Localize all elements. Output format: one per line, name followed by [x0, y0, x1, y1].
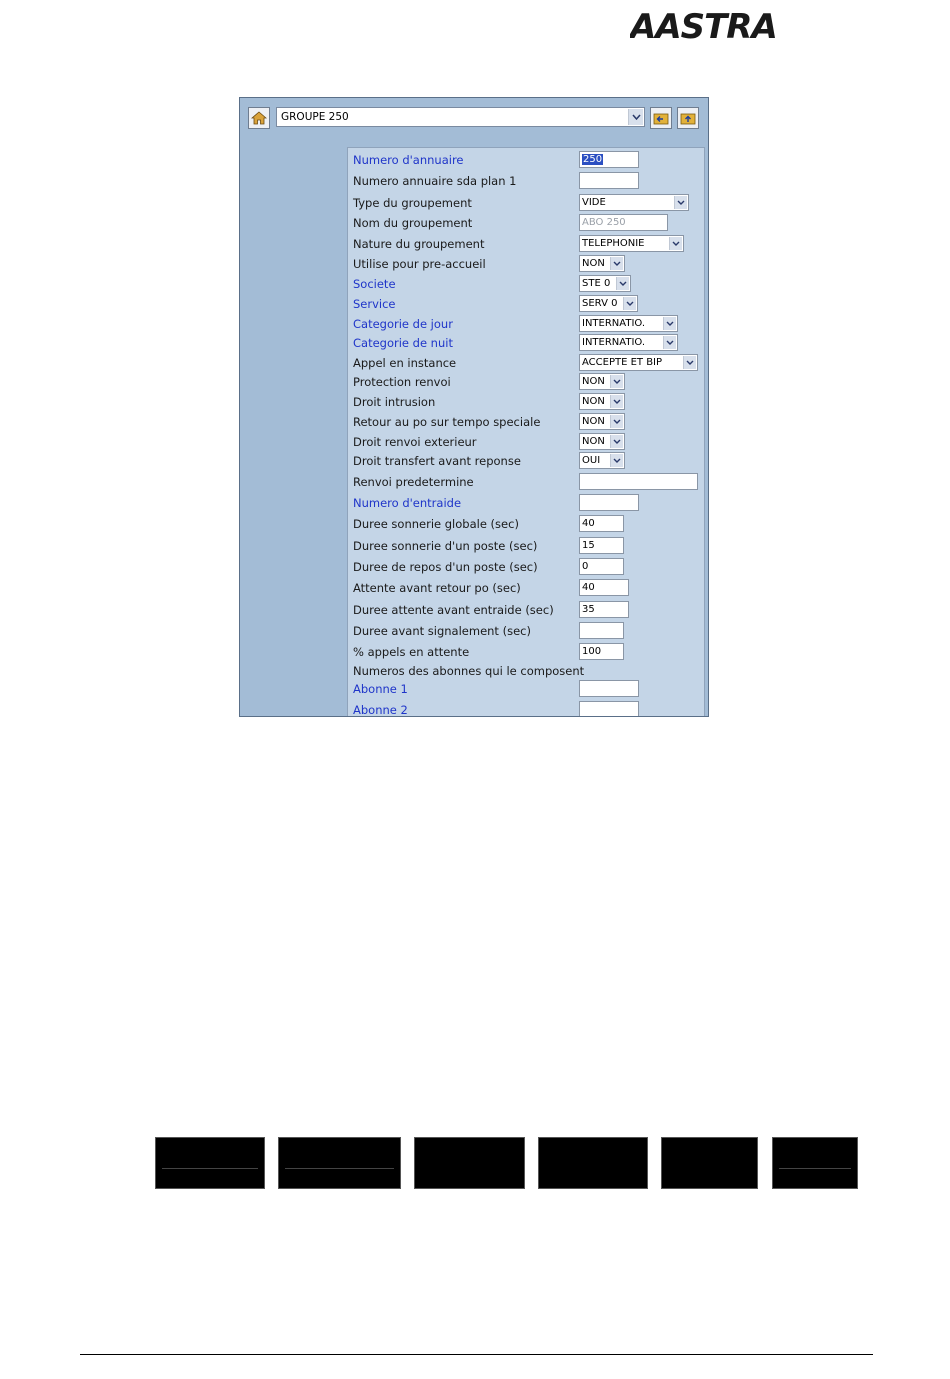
text-input[interactable] — [579, 172, 639, 189]
text-input[interactable] — [579, 151, 639, 168]
input-value: 0 — [582, 561, 589, 572]
select-value: NON — [582, 396, 605, 407]
field-label-link[interactable]: Service — [353, 297, 396, 311]
chevron-down-icon — [610, 395, 623, 408]
aastra-logo — [630, 8, 815, 46]
up-folder-icon — [680, 111, 696, 125]
field-label: Appel en instance — [353, 356, 457, 370]
field-label-link[interactable]: Categorie de nuit — [353, 336, 453, 350]
field-label-link[interactable]: Abonne 2 — [353, 703, 408, 717]
select-dropdown[interactable] — [579, 275, 631, 292]
field-label: Numeros des abonnes qui le composent — [353, 664, 585, 678]
select-value: NON — [582, 416, 605, 427]
bottom-block-4 — [538, 1137, 648, 1189]
chevron-down-icon — [616, 277, 629, 290]
chevron-down-icon — [610, 415, 623, 428]
select-dropdown[interactable] — [579, 255, 625, 272]
input-value: 100 — [582, 646, 602, 657]
select-dropdown[interactable] — [579, 295, 638, 312]
input-value: ABO 250 — [582, 217, 626, 228]
form-row — [348, 621, 706, 641]
chevron-down-icon — [663, 336, 676, 349]
form-row — [348, 150, 706, 170]
field-label: Duree avant signalement (sec) — [353, 624, 531, 638]
select-dropdown[interactable] — [579, 194, 689, 211]
chevron-down-icon — [674, 196, 687, 209]
form-row — [348, 493, 706, 513]
select-dropdown[interactable] — [579, 413, 625, 430]
form-row — [348, 514, 706, 534]
select-value: NON — [582, 258, 605, 269]
input-value: 35 — [582, 604, 595, 615]
form-row — [348, 679, 706, 699]
chevron-down-icon — [623, 297, 636, 310]
select-value: TELEPHONIE — [582, 238, 645, 249]
field-label: Renvoi predetermine — [353, 475, 474, 489]
form-row — [348, 234, 706, 254]
select-dropdown[interactable] — [579, 354, 698, 371]
form-row — [348, 254, 706, 274]
home-icon — [251, 111, 267, 125]
chevron-down-icon — [610, 375, 623, 388]
field-label: Retour au po sur tempo speciale — [353, 415, 541, 429]
text-input[interactable] — [579, 537, 624, 554]
form-row — [348, 193, 706, 213]
form-row — [348, 472, 706, 492]
bottom-block-6 — [772, 1137, 858, 1189]
field-label-link[interactable]: Numero d'entraide — [353, 496, 462, 510]
form-row — [348, 314, 706, 334]
form-row — [348, 274, 706, 294]
field-label: Duree sonnerie globale (sec) — [353, 517, 519, 531]
field-label-link[interactable]: Abonne 1 — [353, 682, 408, 696]
input-value: 40 — [582, 518, 595, 529]
select-value: INTERNATIO. — [582, 318, 646, 329]
chevron-down-icon — [610, 435, 623, 448]
group-config-panel — [239, 97, 709, 717]
home-button[interactable] — [248, 107, 270, 129]
text-input[interactable] — [579, 622, 624, 639]
select-value: NON — [582, 376, 605, 387]
text-input[interactable] — [579, 494, 639, 511]
form-row — [348, 557, 706, 577]
select-dropdown[interactable] — [579, 373, 625, 390]
group-form — [347, 147, 705, 717]
input-value: 15 — [582, 540, 595, 551]
bottom-block-5 — [661, 1137, 758, 1189]
back-folder-icon — [653, 111, 669, 125]
field-label: Protection renvoi — [353, 375, 451, 389]
select-value: STE 0 — [582, 278, 611, 289]
field-label: Duree sonnerie d'un poste (sec) — [353, 539, 538, 553]
select-dropdown[interactable] — [579, 452, 625, 469]
group-select[interactable] — [276, 107, 645, 127]
field-label-link[interactable]: Numero d'annuaire — [353, 153, 464, 167]
bottom-block-1 — [155, 1137, 265, 1189]
select-value: VIDE — [582, 197, 606, 208]
select-value: OUI — [582, 455, 601, 466]
select-value: NON — [582, 436, 605, 447]
select-dropdown[interactable] — [579, 433, 625, 450]
form-row — [348, 171, 706, 191]
text-input[interactable] — [579, 558, 624, 575]
toolbar — [246, 106, 702, 132]
field-label: Nom du groupement — [353, 216, 473, 230]
field-label: Droit renvoi exterieur — [353, 435, 477, 449]
form-row — [348, 536, 706, 556]
text-input[interactable] — [579, 701, 639, 717]
form-row — [348, 642, 706, 662]
text-input[interactable] — [579, 643, 624, 660]
text-input[interactable] — [579, 473, 698, 490]
form-row — [348, 600, 706, 620]
select-dropdown[interactable] — [579, 235, 684, 252]
text-input[interactable] — [579, 515, 624, 532]
bottom-block-2 — [278, 1137, 401, 1189]
field-label: Nature du groupement — [353, 237, 485, 251]
chevron-down-icon — [683, 356, 696, 369]
up-button[interactable] — [677, 107, 699, 129]
form-row — [348, 333, 706, 353]
select-dropdown[interactable] — [579, 334, 678, 351]
text-input[interactable] — [579, 214, 668, 231]
form-row — [348, 661, 706, 681]
group-select-value: GROUPE 250 — [281, 111, 349, 123]
footer-divider — [80, 1354, 873, 1355]
input-value: 40 — [582, 582, 595, 593]
form-row — [348, 353, 706, 373]
field-label: Type du groupement — [353, 196, 472, 210]
form-row — [348, 392, 706, 412]
form-row — [348, 213, 706, 233]
chevron-down-icon — [610, 454, 623, 467]
back-button[interactable] — [650, 107, 672, 129]
field-label: Duree de repos d'un poste (sec) — [353, 560, 538, 574]
input-value: 250 — [583, 154, 603, 165]
field-label: Duree attente avant entraide (sec) — [353, 603, 554, 617]
logo-text: AASTRA — [630, 8, 777, 46]
select-dropdown[interactable] — [579, 393, 625, 410]
form-row — [348, 412, 706, 432]
field-label: Utilise pour pre-accueil — [353, 257, 486, 271]
form-row — [348, 294, 706, 314]
text-input[interactable] — [579, 601, 629, 618]
form-row — [348, 372, 706, 392]
select-value: ACCEPTE ET BIP — [582, 357, 663, 368]
bottom-block-3 — [414, 1137, 525, 1189]
chevron-down-icon — [610, 257, 623, 270]
text-input[interactable] — [579, 579, 629, 596]
field-label: Droit intrusion — [353, 395, 436, 409]
field-label: Numero annuaire sda plan 1 — [353, 174, 517, 188]
select-dropdown[interactable] — [579, 315, 678, 332]
field-label: % appels en attente — [353, 645, 470, 659]
chevron-down-icon — [628, 109, 643, 125]
form-row — [348, 700, 706, 717]
select-value: SERV 0 — [582, 298, 618, 309]
form-row — [348, 578, 706, 598]
form-row — [348, 451, 706, 471]
select-value: INTERNATIO. — [582, 337, 646, 348]
chevron-down-icon — [669, 237, 682, 250]
field-label-link[interactable]: Societe — [353, 277, 396, 291]
field-label: Droit transfert avant reponse — [353, 454, 521, 468]
form-row — [348, 432, 706, 452]
field-label: Attente avant retour po (sec) — [353, 581, 521, 595]
chevron-down-icon — [663, 317, 676, 330]
field-label-link[interactable]: Categorie de jour — [353, 317, 453, 331]
text-input[interactable] — [579, 680, 639, 697]
